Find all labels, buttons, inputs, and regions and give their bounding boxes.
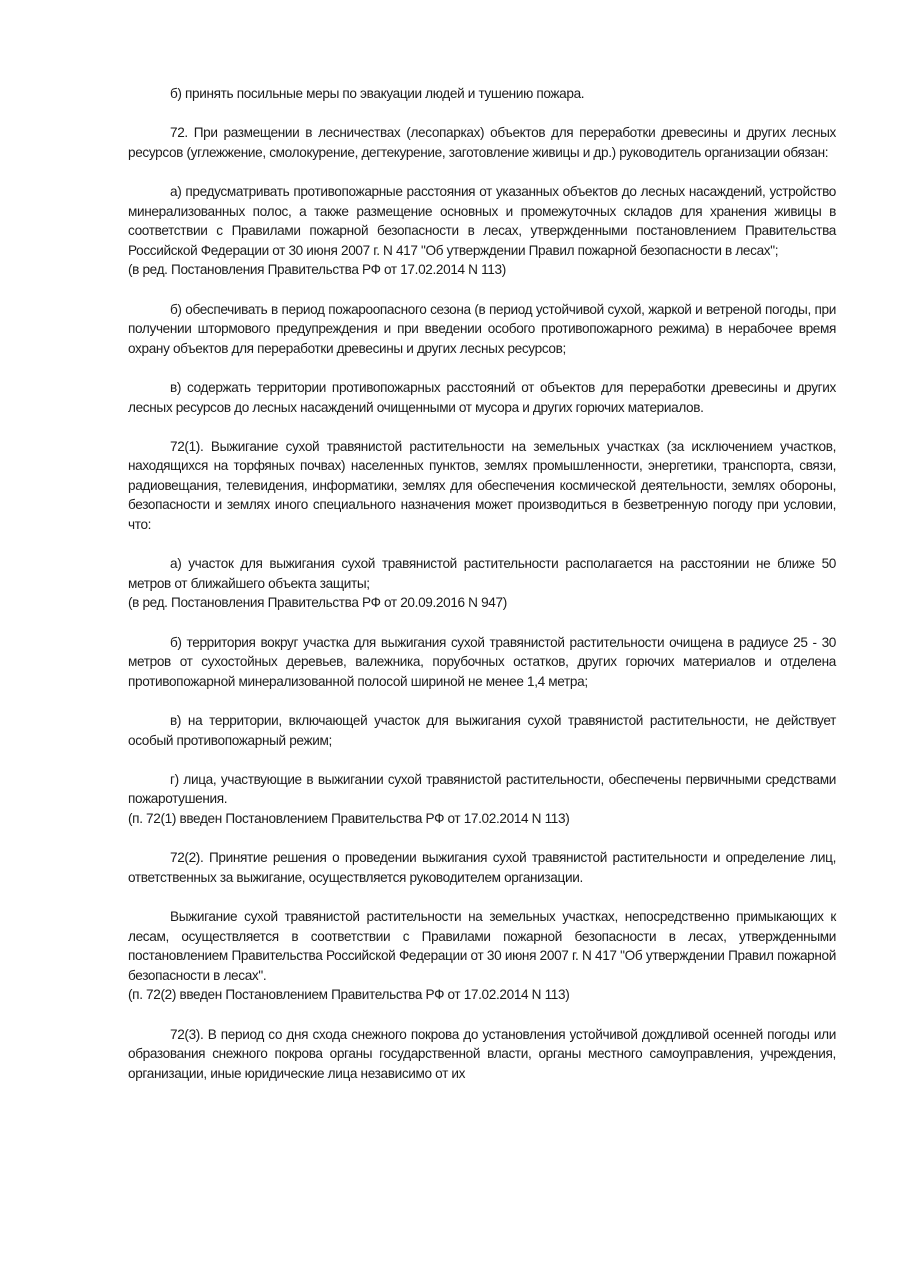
paragraph-text: г) лица, участвующие в выжигании сухой травянистой растительности, обеспечены первичными средствами пожаротушения. [128,771,836,807]
paragraph-72-b [128,300,836,359]
paragraph-text: б) обеспечивать в период пожароопасного сезона (в период устойчивой сухой, жаркой и ветреной погоды, при получении штормового предупреждения и при введении особого противопожарного режима) в нерабочее время охрану объектов для переработки древесины и других лесных ресурсов; [128,301,836,356]
paragraph-72-1-v [128,711,836,750]
paragraph-72-1-g [128,770,836,829]
paragraph-72-1-a [128,554,836,613]
amendment-note: (в ред. Постановления Правительства РФ от 17.02.2014 N 113) [128,262,506,278]
paragraph-text: 72(1). Выжигание сухой травянистой растительности на земельных участках (за исключением участков, находящихся на торфяных почвах) населенных пунктов, землях промышленности, энергетики, транспорта, связи, радиовещания, телевидения, информатики, землях для обеспечения космической деятельности, землях обороны, безопасности и землях иного специального назначения может производиться в безветренную погоду при условии, что: [128,438,836,533]
paragraph-text: 72(3). В период со дня схода снежного покрова до установления устойчивой дождливой осенней погоды или образования снежного покрова органы государственной власти, органы местного самоуправления, учреждения, организации, иные юридические лица независимо от их [128,1026,836,1081]
document-page [128,84,836,1103]
paragraph-72-a [128,182,836,280]
amendment-note: (п. 72(2) введен Постановлением Правительства РФ от 17.02.2014 N 113) [128,987,570,1003]
paragraph-text: Выжигание сухой травянистой растительности на земельных участках, непосредственно примыкающих к лесам, осуществляется в соответствии с Правилами пожарной безопасности в лесах, утвержденными постановлением Правительства Российской Федерации от 30 июня 2007 г. N 417 "Об утверждении Правил пожарной безопасности в лесах". [128,908,836,983]
paragraph-text: б) территория вокруг участка для выжигания сухой травянистой растительности очищена в радиусе 25 - 30 метров от сухостойных деревьев, валежника, порубочных остатков, других горючих материалов и отделена противопожарной минерализованной полосой шириной не менее 1,4 метра; [128,634,836,689]
paragraph-72 [128,123,836,162]
paragraph-evacuation [128,84,836,104]
paragraph-text: 72(2). Принятие решения о проведении выжигания сухой травянистой растительности и определение лиц, ответственных за выжигание, осуществляется руководителем организации. [128,850,836,885]
paragraph-text: б) принять посильные меры по эвакуации людей и тушению пожара. [170,86,585,101]
paragraph-72-v [128,378,836,417]
paragraph-text: а) предусматривать противопожарные расстояния от указанных объектов до лесных насаждений, устройство минерализованных полос, а также размещение основных и промежуточных складов для хранения живицы в соответствии с Правилами пожарной безопасности в лесах, утвержденными постановлением Правительства Российской Федерации от 30 июня 2007 г. N 417 "Об утверждении Правил пожарной безопасности в лесах"; [128,183,836,258]
amendment-note: (в ред. Постановления Правительства РФ от 20.09.2016 N 947) [128,595,507,611]
paragraph-72-1 [128,437,836,535]
paragraph-text: 72. При размещении в лесничествах (лесопарках) объектов для переработки древесины и других лесных ресурсов (углежжение, смолокурение, дегтекурение, заготовление живицы и др.) руководитель организации обязан: [128,125,836,160]
paragraph-72-2-forest [128,907,836,1005]
paragraph-72-2 [128,848,836,887]
paragraph-text: в) содержать территории противопожарных расстояний от объектов для переработки древесины и других лесных ресурсов до лесных насаждений очищенными от мусора и других горючих материалов. [128,379,836,415]
amendment-note: (п. 72(1) введен Постановлением Правительства РФ от 17.02.2014 N 113) [128,810,570,826]
paragraph-72-3 [128,1025,836,1084]
paragraph-text: а) участок для выжигания сухой травянистой растительности располагается на расстоянии не ближе 50 метров от ближайшего объекта защиты; [128,556,836,591]
paragraph-72-1-b [128,633,836,692]
paragraph-text: в) на территории, включающей участок для выжигания сухой травянистой растительности, не действует особый противопожарный режим; [128,713,836,748]
